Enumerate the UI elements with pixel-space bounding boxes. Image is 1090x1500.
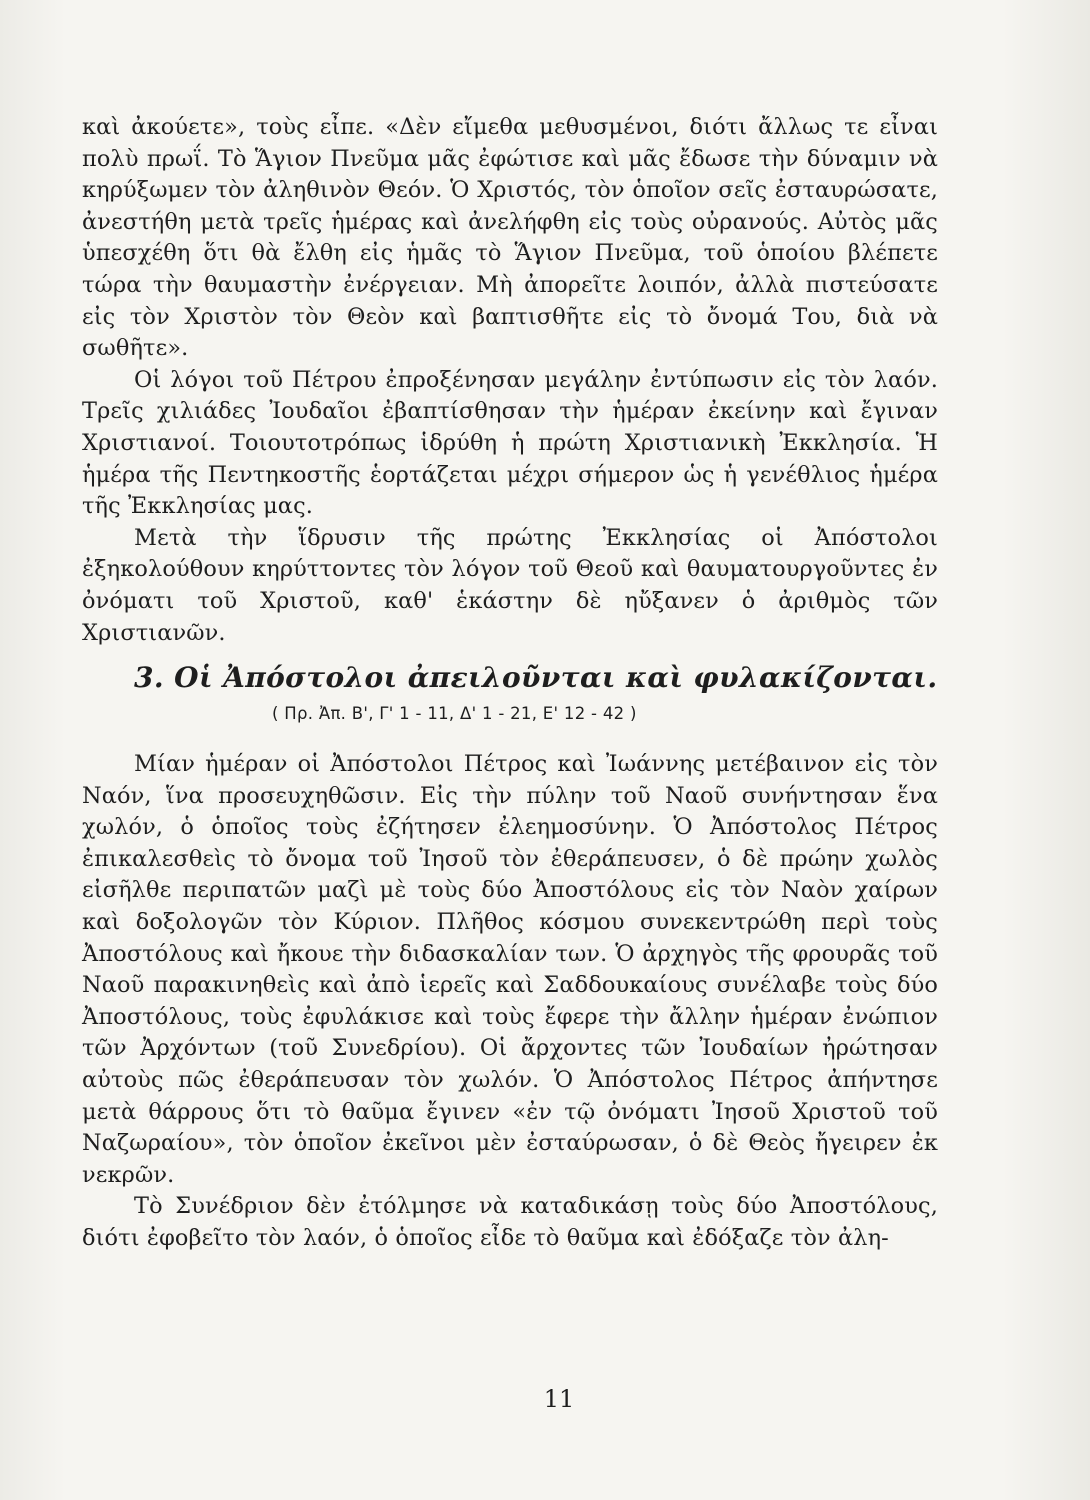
page-text-block (82, 112, 938, 1255)
paragraph-healing: Μίαν ἡμέραν οἱ Ἀπόστολοι Πέτρος καὶ Ἰωάννης μετέβαινον εἰς τὸν Ναόν, ἵνα προσευχηθῶσιν. Εἰς τὴν πύλην τοῦ Ναοῦ συνήντησαν ἕνα χωλόν, ὁ ὁποῖος τοὺς ἐζήτησεν ἐλεημοσύνην. Ὁ Ἀπόστολος Πέτρος ἐπικαλεσθεὶς τὸ ὄνομα τοῦ Ἰησοῦ τὸν ἐθεράπευσεν, ὁ δὲ πρώην χωλὸς εἰσῆλθε περιπατῶν μαζὶ μὲ τοὺς δύο Ἀποστόλους εἰς τὸν Ναὸν χαίρων καὶ δοξολογῶν τὸν Κύριον. Πλῆθος κόσμου συνεκεντρώθη περὶ τοὺς Ἀποστόλους καὶ ἤκουε τὴν διδασκαλίαν των. Ὁ ἀρχηγὸς τῆς φρουρᾶς τοῦ Ναοῦ παρακινηθεὶς καὶ ἀπὸ ἱερεῖς καὶ Σαδδουκαίους συνέλαβε τοὺς δύο Ἀποστόλους, τοὺς ἐφυλάκισε καὶ τοὺς ἔφερε τὴν ἄλλην ἡμέραν ἐνώπιον τῶν Ἀρχόντων (τοῦ Συνεδρίου). Οἱ ἄρχοντες τῶν Ἰουδαίων ἠρώτησαν αὐτοὺς πῶς ἐθεράπευσαν τὸν χωλόν. Ὁ Ἀπόστολος Πέτρος ἀπήντησε μετὰ θάρρους ὅτι τὸ θαῦμα ἔγινεν «ἐν τῷ ὀνόματι Ἰησοῦ Χριστοῦ τοῦ Ναζωραίου», τὸν ὁποῖον ἐκεῖνοι μὲν ἐσταύρωσαν, ὁ δὲ Θεὸς ἤγειρεν ἐκ νεκρῶν. (82, 751, 938, 1188)
paragraph-peter-words: Οἱ λόγοι τοῦ Πέτρου ἐπροξένησαν μεγάλην ἐντύπωσιν εἰς τὸν λαόν. Τρεῖς χιλιάδες Ἰουδαῖοι ἐβαπτίσθησαν τὴν ἡμέραν ἐκείνην καὶ ἔγιναν Χριστιανοί. Τοιουτοτρόπως ἱδρύθη ἡ πρώτη Χριστιανικὴ Ἐκκλησία. Ἡ ἡμέρα τῆς Πεντηκοστῆς ἑορτάζεται μέχρι σήμερον ὡς ἡ γενέθλιος ἡμέρα τῆς Ἐκκλησίας μας. (82, 366, 938, 520)
paragraph-sanhedrin: Τὸ Συνέδριον δὲν ἐτόλμησε νὰ καταδικάσῃ τοὺς δύο Ἀποστόλους, διότι ἐφοβεῖτο τὸν λαόν, ὁ ὁποῖος εἶδε τὸ θαῦμα καὶ ἐδόξαζε τὸν ἀλη- (82, 1193, 938, 1251)
paragraph-after-founding: Μετὰ τὴν ἵδρυσιν τῆς πρώτης Ἐκκλησίας οἱ Ἀπόστολοι ἐξηκολούθουν κηρύττοντες τὸν λόγον τοῦ Θεοῦ καὶ θαυματουργοῦντες ἐν ὀνόματι τοῦ Χριστοῦ, καθ' ἑκάστην δὲ ηὔξανεν ὁ ἀριθμὸς τῶν Χριστιανῶν. (82, 524, 938, 646)
page-number: 11 (543, 1385, 575, 1413)
paragraph-continuation: καὶ ἀκούετε», τοὺς εἶπε. «Δὲν εἴμεθα μεθυσμένοι, διότι ἄλλως τε εἶναι πολὺ πρωΐ. Τὸ Ἅγιον Πνεῦμα μᾶς ἐφώτισε καὶ μᾶς ἔδωσε τὴν δύναμιν νὰ κηρύξωμεν τὸν ἀληθινὸν Θεόν. Ὁ Χριστός, τὸν ὁποῖον σεῖς ἐσταυρώσατε, ἀνεστήθη μετὰ τρεῖς ἡμέρας καὶ ἀνελήφθη εἰς τοὺς οὐρανούς. Αὐτὸς μᾶς ὑπεσχέθη ὅτι θὰ ἔλθη εἰς ἡμᾶς τὸ Ἅγιον Πνεῦμα, τοῦ ὁποίου βλέπετε τώρα τὴν θαυμαστὴν ἐνέργειαν. Μὴ ἀπορεῖτε λοιπόν, ἀλλὰ πιστεύσατε εἰς τὸν Χριστὸν τὸν Θεὸν καὶ βαπτισθῆτε εἰς τὸ ὄνομά Του, διὰ νὰ σωθῆτε». (82, 114, 938, 362)
section-reference: ( Πρ. Ἀπ. Β', Γ' 1 - 11, Δ' 1 - 21, Ε' 12 - 42 ) (272, 704, 637, 724)
section-title: 3. Οἱ Ἀπόστολοι ἀπειλοῦνται καὶ φυλακίζονται. (134, 661, 938, 695)
